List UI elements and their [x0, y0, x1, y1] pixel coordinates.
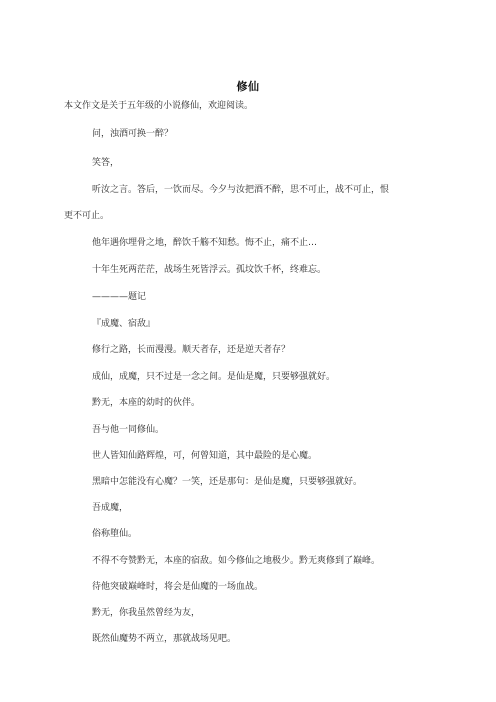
paragraph: 成仙，成魔，只不过是一念之间。是仙是魔，只要够强就好。 — [92, 372, 336, 382]
paragraph: 吾成魔， — [92, 503, 129, 513]
paragraph: 听汝之言。答后，一饮而尽。今夕与汝把酒不醉，思不可止，战不可止，恨 — [92, 185, 390, 195]
paragraph: 黑暗中怎能没有心魔？一笑，还是那句：是仙是魔，只要够强就好。 — [92, 477, 363, 487]
paragraph: 吾与他一同修仙。 — [92, 425, 165, 435]
paragraph: 既然仙魔势不两立，那就战场见吧。 — [92, 634, 237, 644]
paragraph: 黔无，你我虽然曾经为友， — [92, 608, 201, 618]
paragraph: 问，浊酒可换一醉？ — [92, 129, 174, 139]
paragraph: 他年遇你埋骨之地，醉饮千觞不知愁。悔不止，痛不止… — [92, 238, 318, 248]
epigraph-attribution: ————题记 — [92, 292, 147, 302]
paragraph-continuation: 更不可止。 — [64, 211, 110, 221]
section-heading: 『成魔、宿敌』 — [92, 319, 156, 329]
paragraph: 笑答， — [92, 158, 120, 168]
paragraph: 修行之路，长而漫漫。顺天者存，还是逆天者存？ — [92, 345, 291, 355]
paragraph: 黔无，本座的幼时的伙伴。 — [92, 398, 201, 408]
paragraph: 待他突破巅峰时，将会是仙魔的一场血战。 — [92, 582, 264, 592]
paragraph: 俗称堕仙。 — [92, 529, 138, 539]
paragraph: 十年生死两茫茫，战场生死皆浮云。孤坟饮千杯，终难忘。 — [92, 265, 327, 275]
paragraph: 世人皆知仙路辉煌，可，何曾知道，其中最险的是心魔。 — [92, 451, 318, 461]
document-title: 修仙 — [236, 80, 260, 93]
paragraph-intro: 本文作文是关于五年级的小说修仙，欢迎阅读。 — [64, 101, 254, 111]
paragraph: 不得不夸赞黔无，本座的宿敌。如今修仙之地极少。黔无爽修到了巅峰。 — [92, 556, 381, 566]
